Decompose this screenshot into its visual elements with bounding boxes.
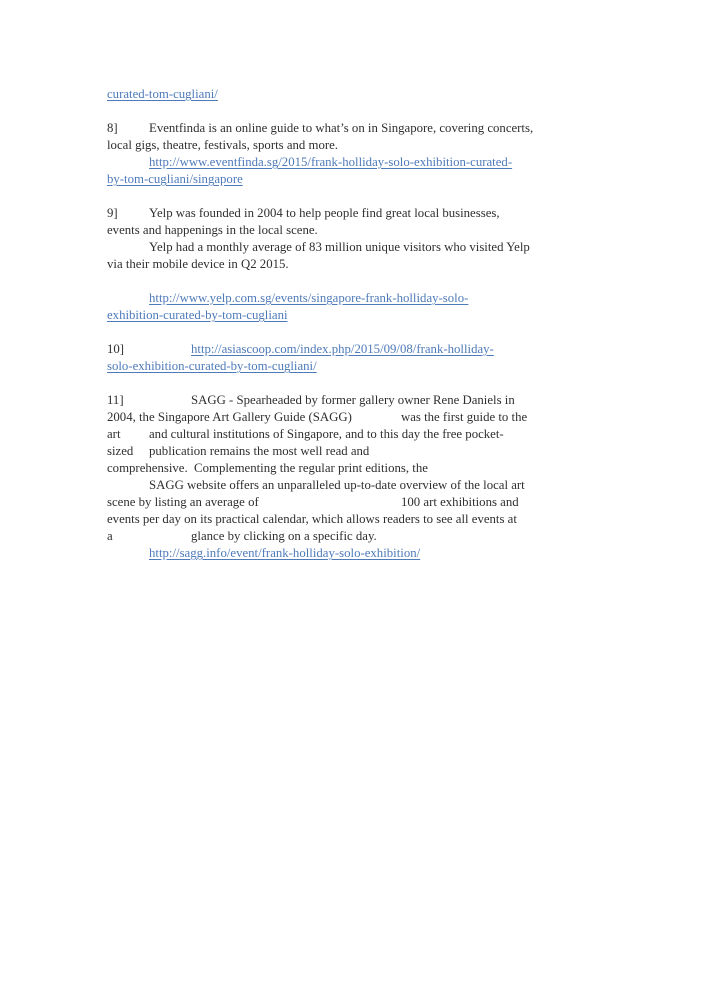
text-run: 10] xyxy=(107,342,125,356)
hyperlink[interactable]: http://www.eventfinda.sg/2015/frank-holliday-solo-exhibition-curated- xyxy=(149,155,513,169)
hyperlink[interactable]: by-tom-cugliani/singapore xyxy=(107,172,243,186)
text-line xyxy=(107,188,607,205)
text-run: Yelp had a monthly average of 83 million unique visitors who visited Yelp xyxy=(149,240,530,254)
text-line xyxy=(107,375,607,392)
text-line xyxy=(107,273,607,290)
text-line xyxy=(107,239,607,256)
tab-space xyxy=(107,291,149,305)
tab-space xyxy=(118,121,149,135)
hyperlink[interactable]: http://www.yelp.com.sg/events/singapore-frank-holliday-solo- xyxy=(149,291,469,305)
tab-space xyxy=(359,495,401,509)
text-line xyxy=(107,392,607,409)
text-line xyxy=(107,528,607,545)
text-line xyxy=(107,545,607,562)
hyperlink[interactable]: http://asiascoop.com/index.php/2015/09/08/frank-holliday- xyxy=(191,342,494,356)
text-run: local gigs, theatre, festivals, sports and more. xyxy=(107,138,338,152)
tab-space xyxy=(113,529,149,543)
text-line xyxy=(107,154,607,171)
tab-space xyxy=(124,342,149,356)
text-line xyxy=(107,171,607,188)
tab-space xyxy=(149,342,191,356)
text-line xyxy=(107,103,607,120)
text-run: 11] xyxy=(107,393,124,407)
text-line xyxy=(107,511,607,528)
text-run: a xyxy=(107,529,113,543)
text-line xyxy=(107,86,607,103)
text-run: events and happenings in the local scene. xyxy=(107,223,318,237)
tab-space xyxy=(317,495,359,509)
tab-space xyxy=(107,546,149,560)
document-body xyxy=(107,86,607,562)
tab-space xyxy=(149,529,191,543)
text-line xyxy=(107,460,607,477)
hyperlink[interactable]: solo-exhibition-curated-by-tom-cugliani/ xyxy=(107,359,317,373)
text-line xyxy=(107,137,607,154)
text-line xyxy=(107,290,607,307)
text-line xyxy=(107,307,607,324)
text-run: SAGG - Spearheaded by former gallery owner Rene Daniels in xyxy=(191,393,515,407)
text-run: Eventfinda is an online guide to what’s on in Singapore, covering concerts, xyxy=(149,121,534,135)
text-run: 9] xyxy=(107,206,118,220)
tab-space xyxy=(121,427,150,441)
tab-space xyxy=(118,206,149,220)
hyperlink[interactable]: http://sagg.info/event/frank-holliday-solo-exhibition/ xyxy=(149,546,421,560)
tab-space xyxy=(107,155,149,169)
text-line xyxy=(107,426,607,443)
text-run: comprehensive. Complementing the regular print editions, the xyxy=(107,461,428,475)
tab-space xyxy=(259,495,275,509)
text-run: events per day on its practical calendar, which allows readers to see all events at xyxy=(107,512,517,526)
text-run: publication remains the most well read and xyxy=(149,444,370,458)
tab-space xyxy=(275,495,317,509)
tab-space xyxy=(359,410,401,424)
tab-space xyxy=(133,444,149,458)
text-line xyxy=(107,222,607,239)
text-line xyxy=(107,205,607,222)
text-run: and cultural institutions of Singapore, and to this day the free pocket- xyxy=(149,427,504,441)
text-line xyxy=(107,443,607,460)
text-run: 2004, the Singapore Art Gallery Guide (SAGG) xyxy=(107,410,352,424)
tab-space xyxy=(107,478,149,492)
tab-space xyxy=(352,410,359,424)
text-line xyxy=(107,409,607,426)
tab-space xyxy=(124,393,149,407)
text-run: glance by clicking on a specific day. xyxy=(191,529,377,543)
hyperlink[interactable]: curated-tom-cugliani/ xyxy=(107,87,218,101)
tab-space xyxy=(107,240,149,254)
tab-space xyxy=(149,393,191,407)
text-run: sized xyxy=(107,444,134,458)
text-line xyxy=(107,120,607,137)
text-run: was the first guide to the xyxy=(401,410,528,424)
text-run: 100 art exhibitions and xyxy=(401,495,519,509)
text-line xyxy=(107,256,607,273)
text-line xyxy=(107,494,607,511)
text-run: Yelp was founded in 2004 to help people find great local businesses, xyxy=(149,206,500,220)
text-run: scene by listing an average of xyxy=(107,495,259,509)
text-run: SAGG website offers an unparalleled up-to-date overview of the local art xyxy=(149,478,525,492)
text-run: 8] xyxy=(107,121,118,135)
text-line xyxy=(107,341,607,358)
text-line xyxy=(107,324,607,341)
text-line xyxy=(107,358,607,375)
text-run: art xyxy=(107,427,121,441)
hyperlink[interactable]: exhibition-curated-by-tom-cugliani xyxy=(107,308,288,322)
text-run: via their mobile device in Q2 2015. xyxy=(107,257,289,271)
text-line xyxy=(107,477,607,494)
